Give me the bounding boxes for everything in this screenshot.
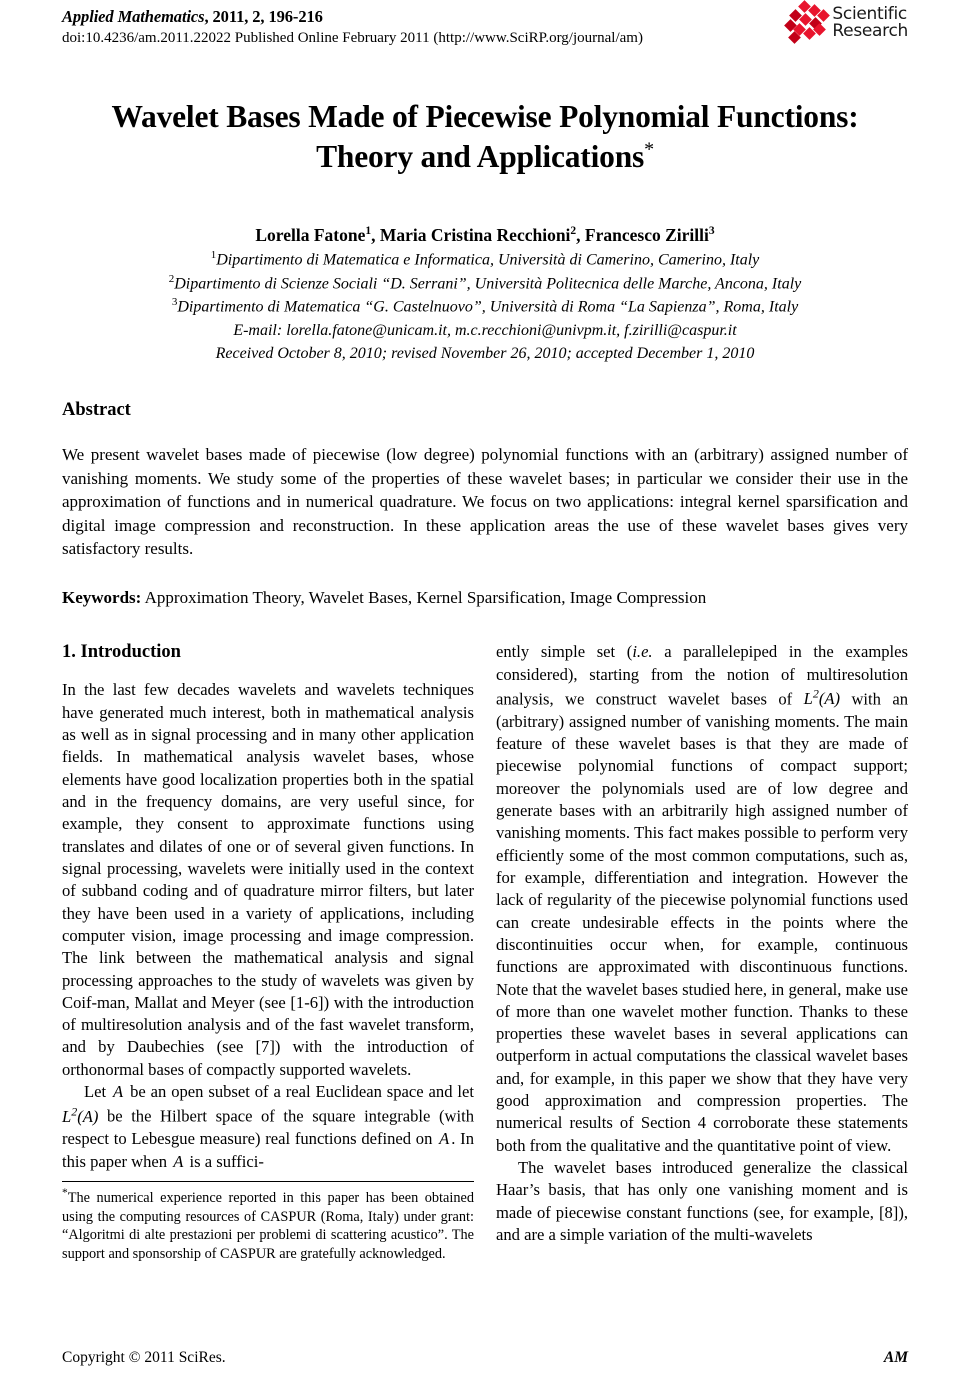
title-footnote-marker: * bbox=[644, 138, 654, 161]
title-line-1: Wavelet Bases Made of Piecewise Polynomial Functions: bbox=[111, 99, 859, 134]
masthead bbox=[62, 0, 908, 59]
diamonds-icon bbox=[786, 2, 828, 44]
submission-dates: Received October 8, 2010; revised November 26, 2010; accepted December 1, 2010 bbox=[215, 344, 755, 362]
email-addresses[interactable]: lorella.fatone@unicam.it, m.c.recchioni@univpm.it, f.zirilli@caspur.it bbox=[286, 321, 737, 339]
math-set-A-3: A bbox=[173, 1151, 184, 1171]
keywords-label: Keywords: bbox=[62, 587, 142, 607]
keywords-line bbox=[62, 586, 908, 610]
section-heading-introduction: 1. Introduction bbox=[62, 642, 181, 663]
author-names: Lorella Fatone$^1$, Maria Cristina Recchioni$^2$, Francesco Zirilli$^3$ bbox=[255, 224, 715, 245]
p2-frag-a: Let bbox=[84, 1082, 107, 1102]
affiliation-1-text: Dipartimento di Matematica e Informatica, Università di Camerino, Camerino, Italy bbox=[216, 251, 760, 269]
publisher-name-line2: Research bbox=[832, 21, 908, 41]
copyright-notice: Copyright © 2011 SciRes. bbox=[62, 1349, 226, 1366]
affiliation-3: $^3$Dipartimento di Matematica “G. Castelnuovo”, Università di Roma “La Sapienza”, Roma, Italy bbox=[171, 296, 799, 316]
column-left bbox=[62, 641, 474, 1264]
p3-frag-a: ently simple set ( bbox=[496, 642, 633, 662]
abstract-text: We present wavelet bases made of piecewise (low degree) polynomial functions with an (arbitrary) assigned number of vanishing moments. We study some of the properties of these wavelet bases; in particular we consider their use in the approximation of functions and in numerical quadrature. We focus on two applications: integral kernel sparsification and digital image compression and reconstruction. In these application areas the use of these wavelet bases gives very satisfactory results. bbox=[62, 445, 908, 559]
title-block bbox=[62, 97, 908, 178]
p2-frag-d: . In this paper when bbox=[62, 1129, 475, 1171]
journal-name: Applied Mathematics bbox=[62, 7, 205, 26]
title-line-2: Theory and Applications bbox=[316, 139, 645, 175]
page-footer bbox=[62, 1349, 908, 1367]
journal-abbreviation: AM bbox=[883, 1349, 908, 1366]
p2-frag-c: be the Hilbert space of the square integrable (with respect to Lebesgue measure) real functions defined on bbox=[62, 1106, 474, 1149]
column-right bbox=[496, 641, 908, 1264]
p3-frag-c: with an (arbitrary) assigned number of vanishing moments. The main feature of these wavelet bases is that they are made of piecewise polynomial functions of compact support; moreover the polynomials used are of low degree and generate bases with an arbitrarily high assigned number of vanishing moments. This fact makes possible to perform very efficiently some of the most common computations, such as, for example, differentiation and integration. However the lack of regularity of the piecewise polynomial functions used can create undesirable effects in the points where the discontinuities occur when, for example, continuous functions are approximated with discontinuous functions. Note that the wavelet bases studied here, in general, make use of more than one wavelet mother function. Thanks to these properties these wavelet bases in several applications can outperform in actual computations the classical wavelet bases and, for example, in this paper we show that they have very good approximation and compression properties. The numerical results of Section 4 corroborate these statements both from the qualitative and the quantitative point of view. bbox=[496, 689, 909, 1155]
abstract-heading: Abstract bbox=[62, 399, 131, 420]
publisher-name-line1: Scientific bbox=[832, 3, 907, 24]
math-set-A-2: A bbox=[439, 1129, 450, 1149]
page-title bbox=[62, 97, 908, 178]
publisher-name bbox=[832, 3, 908, 41]
paragraph-intro-2 bbox=[62, 1081, 474, 1173]
affiliation-2: $^2$Dipartimento di Scienze Sociali “D. Serrani”, Università Politecnica delle Marche, Ancona, Italy bbox=[168, 272, 802, 292]
footnote-block bbox=[62, 1181, 474, 1264]
paragraph-intro-1: In the last few decades wavelets and wavelets techniques have generated much interest, both in mathematical analysis as well as in signal processing and in many other application fields. In mathematical analysis wavelet bases, whose elements have good localization properties both in the spatial and in the frequency domains, are very useful since, for example, they consent to approximate functions using translates and dilates of one or of several given functions. In signal processing, wavelets were initially used in the context of subband coding and of quadrature mirror filters, but later they have been used in a variety of applications, including computer vision, image processing and image compression. The link between the mathematical analysis and signal processing approaches to the study of wavelets was given by Coif-man, Mallat and Meyer (see [1-6]) with the introduction of multiresolution analysis and of the fast wavelet transform, and by Daubechies (see [7]) with the introduction of orthonormal bases of compactly supported wavelets. bbox=[62, 680, 474, 1079]
math-set-A: A bbox=[113, 1082, 124, 1102]
footnote-body: The numerical experience reported in this paper has been obtained using the computing resources of CASPUR (Roma, Italy) under grant: “Algoritmi di alte prestazioni per problemi di scattering acustico”. The support and sponsorship of CASPUR are gratefully acknowledged. bbox=[62, 1189, 474, 1263]
affiliation-3-text: Dipartimento di Matematica “G. Castelnuovo”, Università di Roma “La Sapienza”, Roma, Italy bbox=[177, 298, 799, 316]
keywords-text: Approximation Theory, Wavelet Bases, Kernel Sparsification, Image Compression bbox=[141, 587, 707, 607]
footnote-marker: * bbox=[62, 1186, 68, 1199]
body-columns bbox=[62, 641, 908, 1264]
publisher-logo bbox=[786, 2, 908, 44]
math-L2-A: $L^2(A)$ bbox=[62, 1104, 99, 1126]
author-block bbox=[62, 223, 908, 365]
journal-volume-pages: , 2011, 2, 196-216 bbox=[204, 7, 323, 26]
paragraph-intro-4: The wavelet bases introduced generalize the classical Haar’s basis, that has only one vanishing moment and is made of piecewise constant functions (see, for example, [8]), and are a simple variation of the multi-wavelets bbox=[496, 1158, 908, 1244]
p2-frag-e: is a suffici- bbox=[189, 1151, 264, 1171]
affiliation-1: $^1$Dipartimento di Matematica e Informatica, Università di Camerino, Camerino, Italy bbox=[210, 249, 760, 269]
latin-ie: i.e. bbox=[632, 642, 653, 662]
footnote-text bbox=[62, 1186, 474, 1264]
p2-frag-b: be an open subset of a real Euclidean space and let bbox=[130, 1082, 474, 1102]
paragraph-intro-3 bbox=[496, 641, 908, 1157]
math-L2-A-right: $L^2(A)$ bbox=[803, 686, 841, 709]
email-label: E-mail bbox=[233, 321, 277, 339]
doi-line: doi:10.4236/am.2011.22022 Published Online February 2011 (http://www.SciRP.org/journal/am) bbox=[62, 29, 643, 46]
p3-frag-b: a parallelepiped in the examples considered), starting from the notion of multiresolution analysis, we construct wavelet bases of bbox=[496, 642, 908, 709]
journal-citation-line bbox=[62, 3, 908, 28]
affiliation-2-text: Dipartimento di Scienze Sociali “D. Serrani”, Università Politecnica delle Marche, Ancona, Italy bbox=[174, 274, 802, 292]
author-emails: E-mail: lorella.fatone@unicam.it, m.c.recchioni@univpm.it, f.zirilli@caspur.it bbox=[233, 321, 737, 339]
